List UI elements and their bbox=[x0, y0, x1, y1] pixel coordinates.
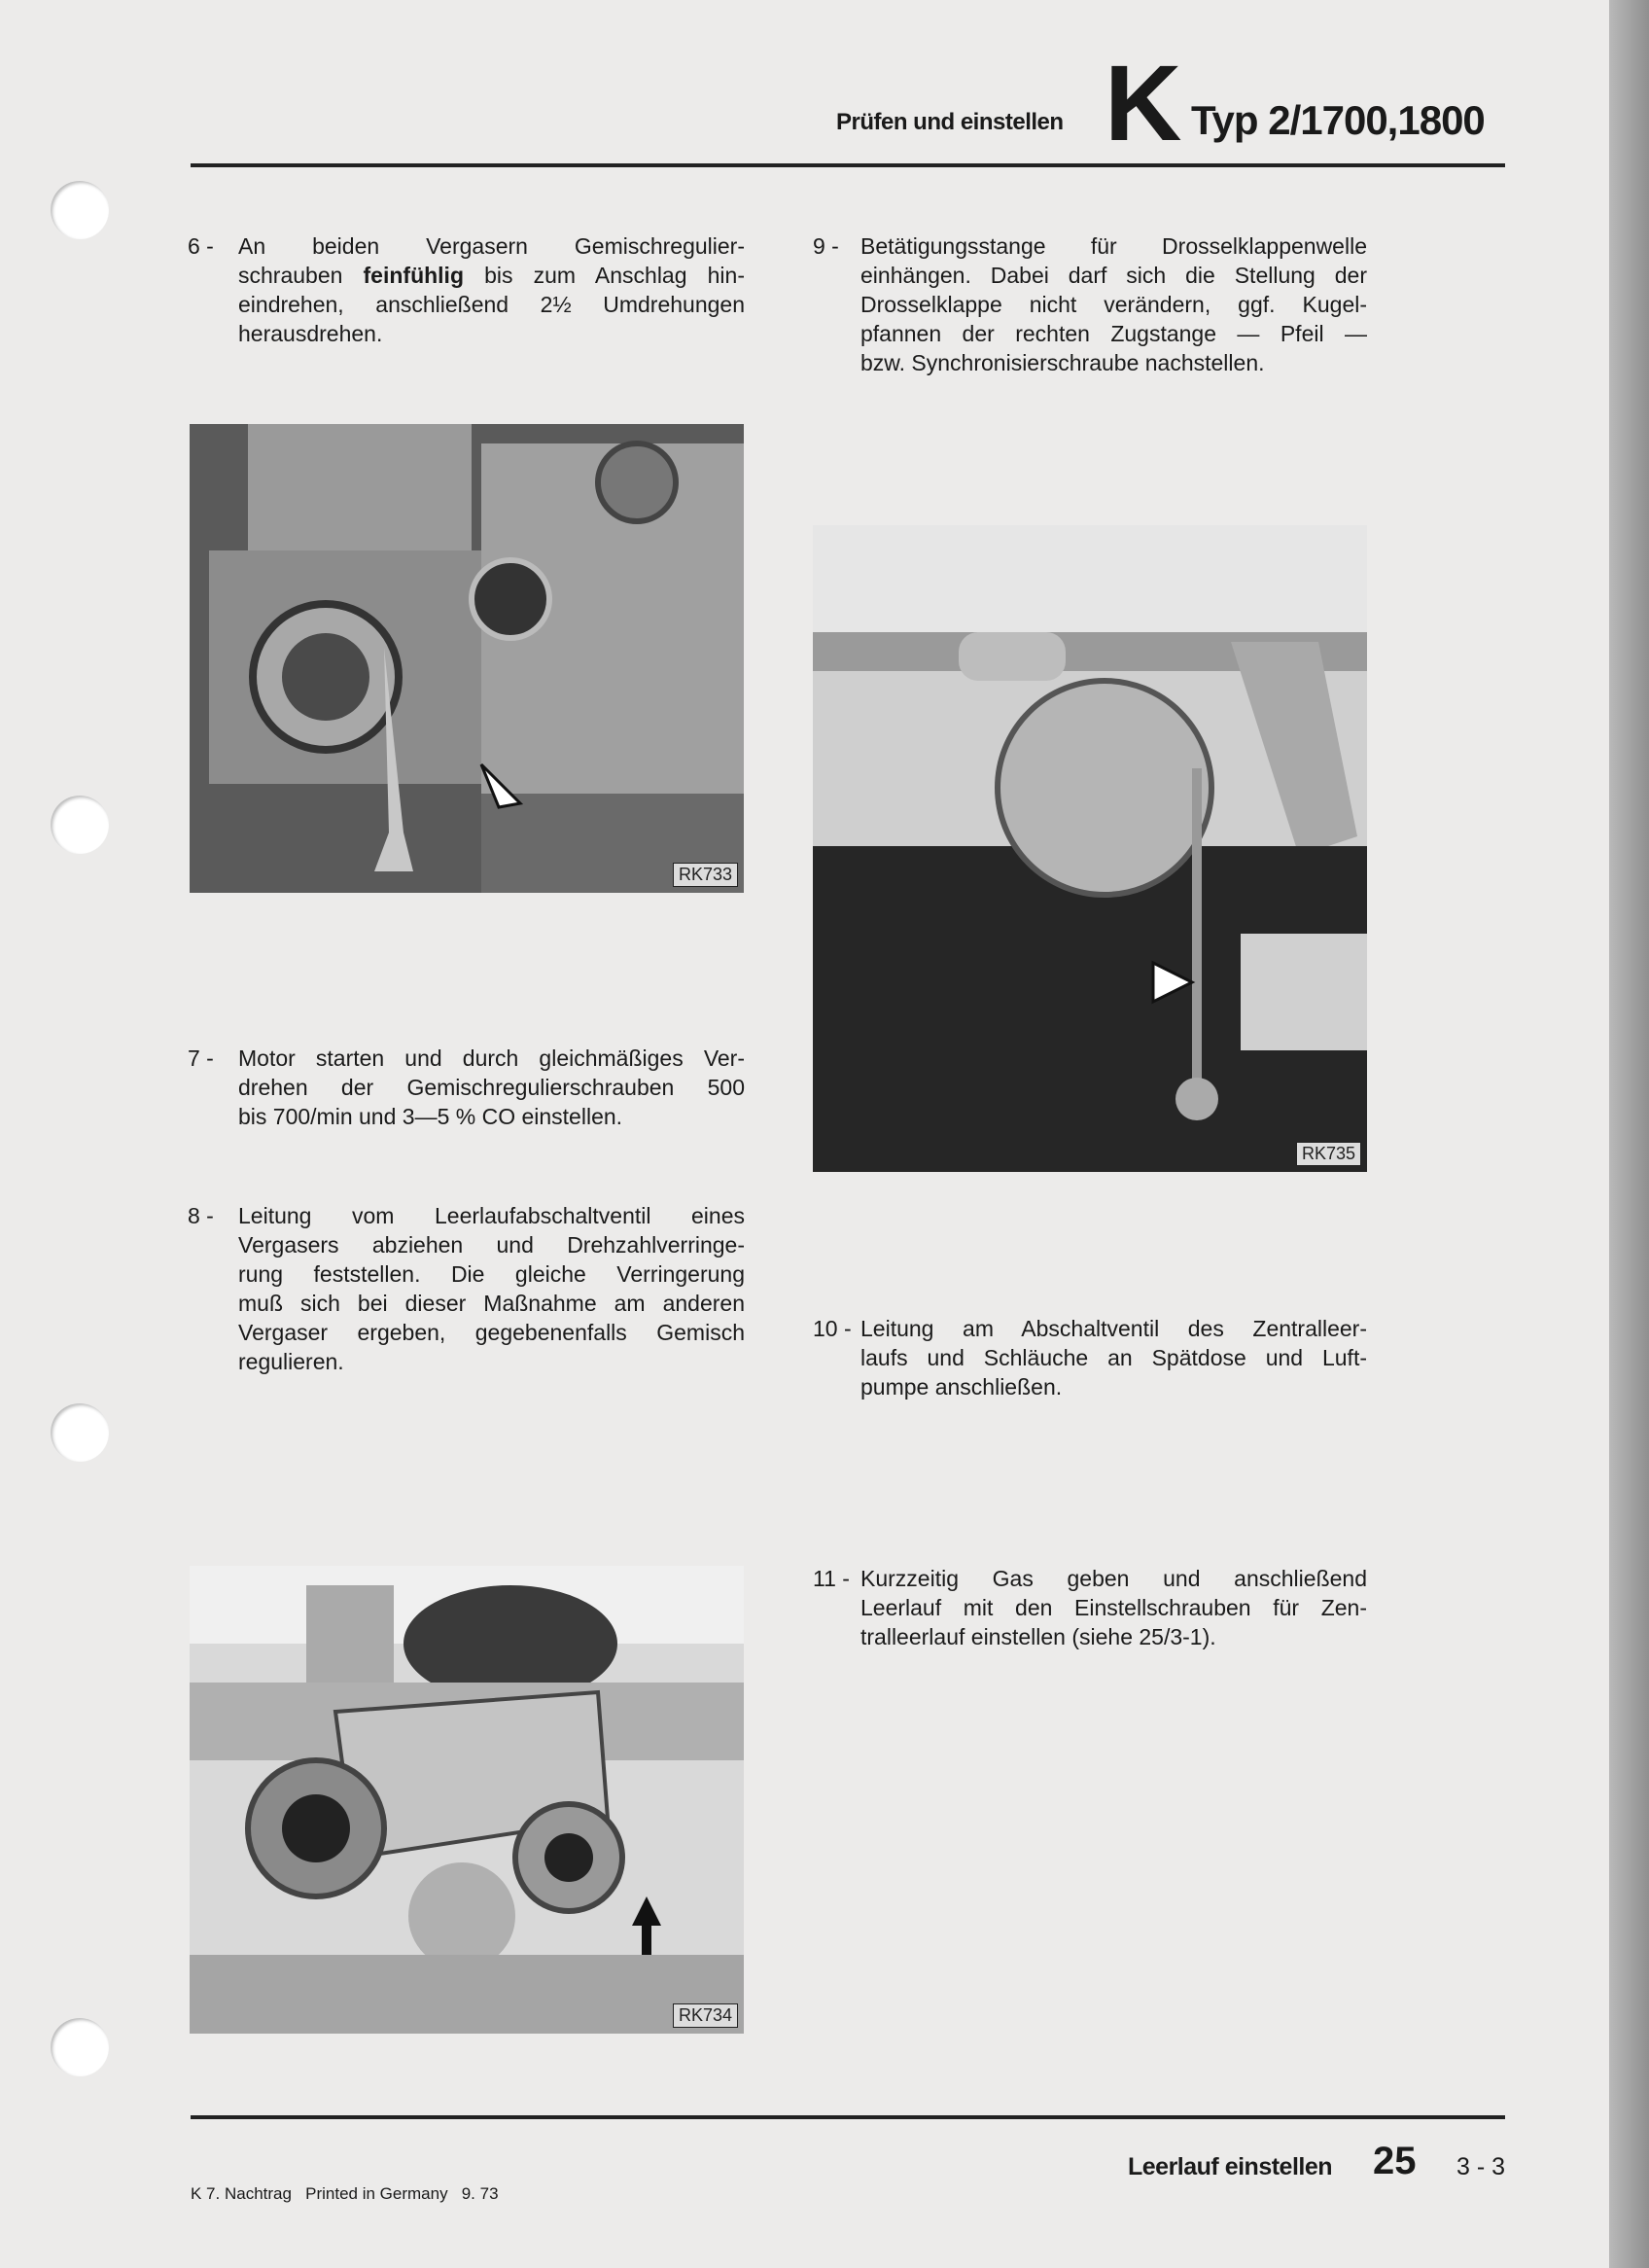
header-subtitle: Prüfen und einstellen bbox=[836, 109, 1064, 135]
photo-label: RK734 bbox=[673, 2003, 738, 2028]
step-line: eindrehen, anschließend 2½ Umdrehungen bbox=[238, 292, 745, 317]
step-line: pumpe anschließen. bbox=[860, 1374, 1063, 1400]
punch-hole bbox=[51, 181, 109, 239]
step-line: Kurzzeitig Gas geben und anschließend bbox=[860, 1566, 1367, 1591]
step-line: regulieren. bbox=[238, 1349, 344, 1374]
header-rule bbox=[191, 163, 1505, 167]
header-type: Typ 2/1700,1800 bbox=[1191, 97, 1485, 143]
print-info: K 7. Nachtrag Printed in Germany 9. 73 bbox=[191, 2184, 499, 2203]
punch-hole bbox=[51, 2018, 109, 2076]
step-line: Leerlauf mit den Einstellschrauben für Zen- bbox=[860, 1595, 1367, 1620]
step-line: rung feststellen. Die gleiche Verringerung bbox=[238, 1261, 745, 1287]
step-line: einhängen. Dabei darf sich die Stellung der bbox=[860, 263, 1367, 288]
step-line: muß sich bei dieser Maßnahme am anderen bbox=[238, 1291, 745, 1316]
page-number: 25 bbox=[1373, 2140, 1417, 2182]
step-text bbox=[860, 1314, 1367, 1401]
step-line: An beiden Vergasern Gemischregulier- bbox=[238, 233, 745, 259]
photo-carburetor-mixture-screw bbox=[190, 424, 744, 893]
step-line: drehen der Gemischregulierschrauben 500 bbox=[238, 1075, 745, 1100]
step-line: Leitung vom Leerlaufabschaltventil eines bbox=[238, 1203, 745, 1228]
step-text bbox=[238, 1044, 745, 1131]
step-number: 7 - bbox=[188, 1045, 214, 1071]
page-edge bbox=[1609, 0, 1649, 2268]
step-line: pfannen der rechten Zugstange — Pfeil — bbox=[860, 321, 1367, 346]
photo-central-idle-screws bbox=[190, 1566, 744, 2034]
step-number: 6 - bbox=[188, 233, 214, 259]
photo-label: RK735 bbox=[1296, 1142, 1361, 1166]
footer-title: Leerlauf einstellen bbox=[1128, 2153, 1333, 2180]
photo-label: RK733 bbox=[673, 863, 738, 887]
step-line: Leitung am Abschaltventil des Zentralleer- bbox=[860, 1316, 1367, 1341]
header-letter: K bbox=[1105, 44, 1178, 163]
step-number: 10 - bbox=[813, 1316, 852, 1341]
step-line: herausdrehen. bbox=[238, 321, 383, 346]
step-number: 8 - bbox=[188, 1203, 214, 1228]
footer-rule bbox=[191, 2115, 1505, 2119]
photo-throttle-linkage bbox=[813, 525, 1367, 1172]
section-number: 3 - 3 bbox=[1456, 2153, 1506, 2180]
step-number: 11 - bbox=[813, 1566, 850, 1591]
step-number: 9 - bbox=[813, 233, 839, 259]
step-line: Vergaser ergeben, gegebenenfalls Gemisch bbox=[238, 1320, 745, 1345]
step-line: Drosselklappe nicht verändern, ggf. Kugel- bbox=[860, 292, 1367, 317]
step-text bbox=[238, 231, 745, 348]
step-line: bzw. Synchronisierschraube nachstellen. bbox=[860, 350, 1265, 375]
step-line: Motor starten und durch gleichmäßiges Ver- bbox=[238, 1045, 745, 1071]
step-line: Vergasers abziehen und Drehzahlverringe- bbox=[238, 1232, 745, 1258]
step-line: tralleerlauf einstellen (siehe 25/3-1). bbox=[860, 1624, 1216, 1649]
punch-hole bbox=[51, 796, 109, 854]
step-line: schrauben feinfühlig bis zum Anschlag hin- bbox=[238, 263, 745, 288]
step-line: bis 700/min und 3—5 % CO einstellen. bbox=[238, 1104, 623, 1129]
step-line: Betätigungsstange für Drosselklappenwelle bbox=[860, 233, 1367, 259]
step-line: laufs und Schläuche an Spätdose und Luft- bbox=[860, 1345, 1367, 1370]
step-text bbox=[860, 231, 1367, 377]
step-text bbox=[860, 1564, 1367, 1651]
punch-hole bbox=[51, 1403, 109, 1462]
step-text bbox=[238, 1201, 745, 1376]
